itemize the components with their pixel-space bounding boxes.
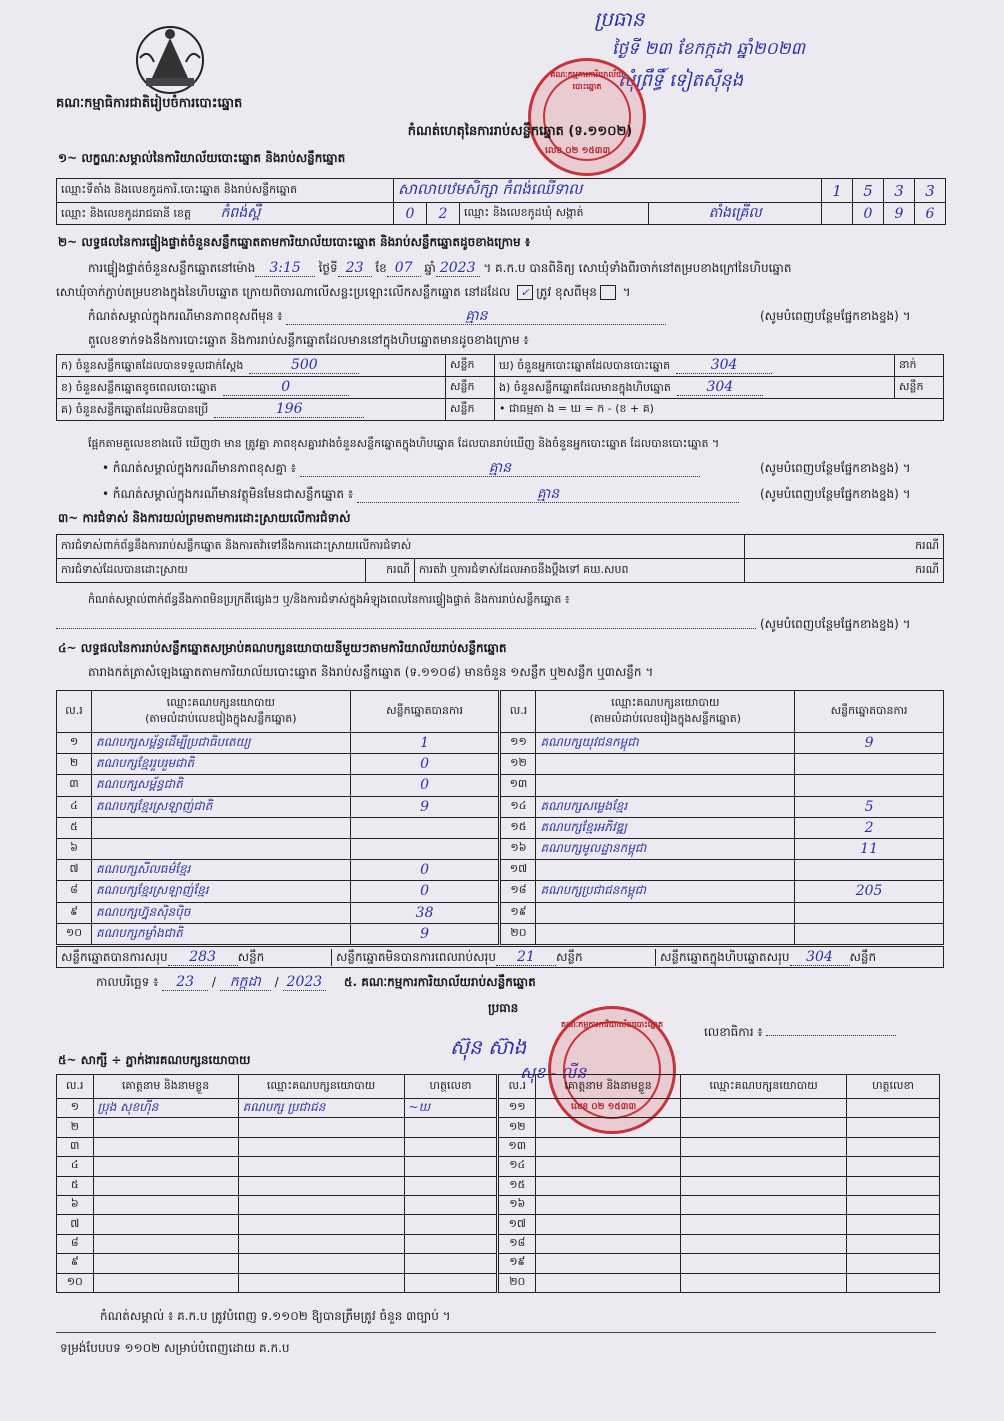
- col-party: ឈ្មោះគណបក្សនយោបាយ (តាមលំដាប់លេខរៀងក្នុងសន្លឹកឆ្នោត): [91, 691, 350, 733]
- row-c-unit: សន្លឹក: [446, 399, 495, 421]
- witness-table: [56, 1074, 940, 1293]
- invalid-total: 21: [496, 949, 556, 966]
- witness-no: ១: [57, 1099, 94, 1118]
- witness-party: [681, 1099, 847, 1118]
- witness-signature: [847, 1137, 940, 1156]
- objection-appeal-label: ការតវ៉ា ឬការជំទាស់ដែលអាចនឹងប្តឹងទៅ គឃ.សបព: [415, 559, 745, 583]
- party-no: ១២: [500, 754, 536, 775]
- party-name: គណបក្សយុវជនកម្ពុជា: [536, 733, 795, 754]
- witness-no: ១៣: [498, 1137, 536, 1156]
- province-code-digit: 0: [394, 203, 427, 225]
- party-votes: 38: [350, 902, 500, 923]
- party-no: ១៣: [500, 775, 536, 796]
- witness-row: [57, 1157, 940, 1176]
- row-c-value: 196: [214, 401, 364, 418]
- witness-name: [536, 1215, 681, 1234]
- handwritten-note-line2: ថ្ងៃទី ២៣ ខែកក្កដា ឆ្នាំ២០២៣: [612, 39, 806, 59]
- section3-note-line: [56, 628, 756, 629]
- section1-heading: ១~ លក្ខណៈសម្គាល់នៃការិយាល័យបោះឆ្នោត និងរាប់សន្លឹកឆ្នោត: [58, 151, 346, 165]
- witness-no: ១៤: [498, 1157, 536, 1176]
- witness-no: ១១: [498, 1099, 536, 1118]
- party-no: ២០: [500, 923, 536, 944]
- station-code-digit: 1: [822, 179, 853, 203]
- angkor-emblem-icon: [132, 18, 208, 98]
- party-votes: 0: [350, 754, 500, 775]
- witness-party: [238, 1157, 404, 1176]
- col-party: ឈ្មោះគណបក្សនយោបាយ: [238, 1075, 404, 1099]
- station-code-digit: 3: [915, 179, 946, 203]
- witness-name: [93, 1176, 238, 1195]
- station-info-table: [56, 178, 946, 225]
- document-title: កំណត់ហេតុនៃការរាប់សន្លឹកឆ្នោត (ទ.១១០២): [407, 124, 633, 139]
- party-votes: 11: [795, 838, 944, 859]
- witness-signature: [404, 1234, 498, 1253]
- witness-party: [681, 1273, 847, 1292]
- objection-resolved-label: ការជំទាស់ដែលបានដោះស្រាយ: [57, 559, 366, 583]
- col-votes: សន្លឹកឆ្នោតបានការ: [350, 691, 500, 733]
- province-code-digit: 2: [427, 203, 460, 225]
- party-name: គណបក្សប្រជាជនកម្ពុជា: [536, 881, 795, 902]
- witness-party: [238, 1118, 404, 1137]
- col-sign: ហត្ថលេខា: [404, 1075, 498, 1099]
- form-note: ទម្រង់បែបបទ ១១០២ សម្រាប់បំពេញដោយ គ.ក.ប: [60, 1341, 290, 1355]
- section4-intro: តារាងកត់ត្រាសំឡេងឆ្នោតតាមការិយាល័យបោះឆ្នោត និងរាប់សន្លឹកឆ្នោត (ទ.១១០៨) មានចំនួន ១សន្លឹក ឬ២សន្លឹក ឬ៣សន្លឹក ។: [88, 665, 654, 679]
- witness-no: ៧: [57, 1215, 94, 1234]
- party-name: គណបក្សខ្មែររួបរួមជាតិ: [91, 754, 350, 775]
- party-no: ១០: [57, 923, 92, 944]
- witness-name: [536, 1099, 681, 1118]
- objection-appeal-unit: ករណី: [745, 559, 944, 583]
- commune-code-digit: 0: [853, 203, 884, 225]
- note1: កំណត់សម្គាល់ក្នុងករណីមានភាពខុសពីមុន ៖ គ្មាន: [88, 308, 666, 325]
- witness-no: ២០: [498, 1273, 536, 1292]
- checkbox-different[interactable]: [600, 285, 616, 300]
- witness-name: [93, 1137, 238, 1156]
- verify-line2: សោឃុំចាក់ភ្ជាប់តម្របខាងក្នុងនៃហិបឆ្នោត ក្រោយពិចារណាលើសន្លះប្រឡោះលើកសន្លឹកឆ្នោត នៅដដែល ✓ ត្រូវ ខុសពីមុន ។: [56, 285, 631, 299]
- note1-fill-hint: (សូមបំពេញបន្ថែមផ្នែកខាងខ្នង) ។: [760, 309, 911, 323]
- section3-heading: ៣~ ការជំទាស់ និងការយល់ព្រមតាមការដោះស្រាយលើការជំទាស់: [58, 511, 351, 525]
- row-b-value: 0: [223, 379, 349, 396]
- party-no: ៤: [57, 796, 92, 817]
- witness-no: ១៥: [498, 1176, 536, 1195]
- party-name: គណបក្សខ្មែរស្រឡាញ់ជាតិ: [91, 796, 350, 817]
- witness-name: ប្រុង សុខហ៊ីន: [93, 1099, 238, 1118]
- witness-row: [57, 1137, 940, 1156]
- witness-row: [57, 1099, 940, 1118]
- bullet2-fill-hint: (សូមបំពេញបន្ថែមផ្នែកខាងខ្នង) ។: [760, 487, 911, 501]
- witness-party: [238, 1254, 404, 1273]
- row-d-label: ឃ) ចំនួនអ្នកបោះឆ្នោតដែលបានបោះឆ្នោត 304: [495, 355, 895, 377]
- commune-code-digit: 9: [884, 203, 915, 225]
- verify-month: 07: [387, 260, 421, 277]
- station-code-digit: 5: [853, 179, 884, 203]
- row-a-unit: សន្លឹក: [446, 355, 495, 377]
- witness-party: [681, 1195, 847, 1214]
- party-name: គណបក្សសម្ព័ន្ធដើម្បីប្រជាធិបតេយ្យ: [91, 733, 350, 754]
- commune-label: ឈ្មោះ និងលេខកូដឃុំ សង្កាត់: [460, 203, 649, 225]
- witness-row: [57, 1234, 940, 1253]
- witness-row: [57, 1195, 940, 1214]
- witness-signature: [847, 1215, 940, 1234]
- commune-code-digit: 6: [915, 203, 946, 225]
- witness-signature: [404, 1137, 498, 1156]
- party-row: [57, 923, 944, 944]
- party-no: ៥: [57, 817, 92, 838]
- province-value: កំពង់ស្ពឺ: [220, 205, 261, 221]
- witness-no: ២: [57, 1118, 94, 1137]
- party-row: [57, 881, 944, 902]
- commune-value: តាំងគ្រើល: [648, 203, 821, 225]
- objection-row1-unit: ករណី: [745, 535, 944, 559]
- row-e-label: ង) ចំនួនសន្លឹកឆ្នោតដែលមានក្នុងហិបឆ្នោត 304: [495, 377, 895, 399]
- party-name: គណបក្សសម្ព័ន្ធជាតិ: [91, 775, 350, 796]
- bullet2: • កំណត់សម្គាល់ក្នុងករណីមានវត្ថុមិនមែនជាសន្លឹកឆ្នោត ៖ គ្មាន: [102, 486, 739, 503]
- chair-signature: ស៊ុន ស៊ាង: [450, 1035, 527, 1059]
- chair-label: ប្រធាន: [488, 1001, 519, 1015]
- witness-name: [536, 1254, 681, 1273]
- col-party: ឈ្មោះគណបក្សនយោបាយ (តាមលំដាប់លេខរៀងក្នុងសន្លឹកឆ្នោត): [536, 691, 795, 733]
- witness-signature: [847, 1195, 940, 1214]
- date-month: កក្កដា: [220, 974, 271, 991]
- party-row: [57, 796, 944, 817]
- party-no: ៩: [57, 902, 92, 923]
- party-name: [536, 860, 795, 881]
- bullet2-value: គ្មាន: [357, 486, 739, 503]
- row-e-unit: សន្លឹក: [895, 377, 944, 399]
- witness-party: [681, 1215, 847, 1234]
- party-name: [91, 817, 350, 838]
- date-line: កាលបរិច្ឆេទ ៖ 23 / កក្កដា / 2023 ៥. គណៈកម្មការការិយាល័យរាប់សន្លឹកឆ្នោត: [96, 974, 536, 990]
- witness-name: [93, 1215, 238, 1234]
- witness-signature: [404, 1195, 498, 1214]
- date-day: 23: [162, 974, 208, 991]
- col-name: គោត្តនាម និងនាមខ្លួន: [93, 1075, 238, 1099]
- witness-signature: [847, 1273, 940, 1292]
- party-row: [57, 860, 944, 881]
- party-name: គណបក្សសីលធម៌ខ្មែរ: [91, 860, 350, 881]
- party-row: [57, 838, 944, 859]
- witness-row: [57, 1273, 940, 1292]
- party-votes: [350, 838, 500, 859]
- witness-party: [238, 1195, 404, 1214]
- witness-signature: [847, 1234, 940, 1253]
- witness-no: ១៨: [498, 1234, 536, 1253]
- witness-party: [238, 1176, 404, 1195]
- party-name: គណបក្សហ្វ៊ុនស៊ិនប៉ិច: [91, 902, 350, 923]
- party-votes: 1: [350, 733, 500, 754]
- party-votes: [350, 817, 500, 838]
- witness-name: [536, 1176, 681, 1195]
- party-votes: 2: [795, 817, 944, 838]
- station-value: សាលាបឋមសិក្សា កំពង់ឈើទាល: [394, 179, 822, 203]
- objection-resolved-unit: ករណី: [366, 559, 415, 583]
- result-intro: តួលេខទាក់ទងនឹងការបោះឆ្នោត និងការរាប់សន្លឹកឆ្នោតដែលមាននៅក្នុងហិបឆ្នោតមានដូចខាងក្រោម ៖: [88, 333, 529, 347]
- witness-party: [681, 1118, 847, 1137]
- verify-day: 23: [338, 260, 372, 277]
- witness-no: ១៦: [498, 1195, 536, 1214]
- col-no: ល.រ: [500, 691, 536, 733]
- mismatch-text: ផ្អែកតាមតួលេខខាងលើ ឃើញថា មាន ត្រូវគ្នា ភាពខុសគ្នារវាងចំនួនសន្លឹកឆ្នោតក្នុងហិបឆ្នោត ដែលបានរាប់ឃើញ និងចំនួនអ្នកបោះឆ្នោត ដែលបានបោះឆ្នោត ។: [88, 437, 720, 450]
- party-votes: 0: [350, 881, 500, 902]
- row-a-value: 500: [249, 357, 359, 374]
- witness-row: [57, 1176, 940, 1195]
- witness-name: [536, 1118, 681, 1137]
- chair-name: សុខ - លីន: [520, 1063, 587, 1082]
- official-stamp-bottom: គណៈកម្មការការិយាល័យបោះឆ្នោត លេខ ០២ ១៥៣៣: [548, 1006, 676, 1134]
- row-e-value: 304: [677, 379, 763, 396]
- witness-signature: [847, 1176, 940, 1195]
- party-name: គណបក្សមូលដ្ឋានកម្ពុជា: [536, 838, 795, 859]
- witness-party: [681, 1157, 847, 1176]
- party-results-table: [56, 690, 944, 945]
- witness-signature: [847, 1099, 940, 1118]
- party-votes: 205: [795, 881, 944, 902]
- witness-no: ៥: [57, 1176, 94, 1195]
- party-name: [91, 838, 350, 859]
- row-d-unit: នាក់: [895, 355, 944, 377]
- totals-row: សន្លឹកឆ្នោតបានការសរុប 283 សន្លឹក សន្លឹកឆ្នោតមិនបានការពេលរាប់សរុប 21 សន្លឹក សន្លឹកឆ្នោតក្នុងហិបឆ្នោតសរុប 304 សន្លឹក: [56, 946, 944, 968]
- party-votes: [795, 923, 944, 944]
- party-no: ៦: [57, 838, 92, 859]
- row-a-label: ក) ចំនួនសន្លឹកឆ្នោតដែលបានទទួលជាក់ស្តែង 500: [57, 355, 446, 377]
- witness-party: គណបក្ស ប្រជាជន: [238, 1099, 404, 1118]
- col-name: គោត្តនាម និងនាមខ្លួន: [536, 1075, 681, 1099]
- party-name: [536, 923, 795, 944]
- row-d-value: 304: [676, 357, 772, 374]
- party-votes: 0: [350, 860, 500, 881]
- witness-name: [93, 1273, 238, 1292]
- party-no: ៨: [57, 881, 92, 902]
- valid-total: 283: [168, 949, 238, 966]
- objection-table: [56, 534, 944, 583]
- witness-signature: [404, 1254, 498, 1273]
- party-votes: [795, 902, 944, 923]
- party-no: ២: [57, 754, 92, 775]
- witness-no: ១២: [498, 1118, 536, 1137]
- witness-name: [536, 1273, 681, 1292]
- witness-party: [681, 1176, 847, 1195]
- party-no: ១: [57, 733, 92, 754]
- col-sign: ហត្ថលេខា: [847, 1075, 940, 1099]
- witness-no: ៣: [57, 1137, 94, 1156]
- witness-name: [93, 1118, 238, 1137]
- row-c-label: គ) ចំនួនសន្លឹកឆ្នោតដែលមិនបានប្រើ 196: [57, 399, 446, 421]
- party-votes: 9: [350, 923, 500, 944]
- footer-note: កំណត់សម្គាល់ ៖ គ.ក.ប ត្រូវបំពេញ ទ.១១០២ ឱ្យបានត្រឹមត្រូវ ចំនួន ៣ច្បាប់ ។: [100, 1309, 451, 1323]
- formula: • ជាធម្មតា ង = ឃ = ក - (ខ + គ): [495, 399, 944, 421]
- date-year: 2023: [283, 974, 327, 991]
- party-no: ៣: [57, 775, 92, 796]
- section5-heading: ៥~ សាក្សី ÷ ភ្នាក់ងារគណបក្សនយោបាយ: [58, 1053, 251, 1067]
- witness-signature: [847, 1254, 940, 1273]
- witness-signature: [847, 1118, 940, 1137]
- row-b-label: ខ) ចំនួនសន្លឹកឆ្នោតខូចពេលបោះឆ្នោត 0: [57, 377, 446, 399]
- section2-heading: ២~ លទ្ធផលនៃការផ្ទៀងផ្ទាត់ចំនួនសន្លឹកឆ្នោតតាមការិយាល័យបោះឆ្នោត និងរាប់សន្លឹកឆ្នោតដូចខាងក្រោម ៖: [58, 235, 531, 249]
- witness-name: [93, 1254, 238, 1273]
- witness-name: [536, 1137, 681, 1156]
- witness-no: ៤: [57, 1157, 94, 1176]
- witness-no: ១៧: [498, 1215, 536, 1234]
- verify-line1: ការផ្ទៀងផ្ទាត់ចំនួនសន្លឹកឆ្នោតនៅម៉ោង 3:15 ថ្ងៃទី 23 ខែ 07 ឆ្នាំ 2023 ។ គ.ក.ប បានពិនិត្យ សោឃុំទាំងពីរចាក់នៅតម្របខាងក្រៅនៃហិបឆ្នោត: [88, 260, 792, 276]
- witness-name: [93, 1157, 238, 1176]
- witness-no: ៨: [57, 1234, 94, 1253]
- station-label: ឈ្មោះទីតាំង និងលេខកូដការិ.បោះឆ្នោត និងរាប់សន្លឹកឆ្នោត: [57, 179, 394, 203]
- bullet1: • កំណត់សម្គាល់ក្នុងករណីមានភាពខុសគ្នា ៖ គ្មាន: [102, 460, 700, 477]
- party-row: [57, 775, 944, 796]
- party-row: [57, 817, 944, 838]
- party-row: [57, 902, 944, 923]
- section3-fill-hint: (សូមបំពេញបន្ថែមផ្នែកខាងខ្នង) ។: [760, 617, 911, 631]
- col-party: ឈ្មោះគណបក្សនយោបាយ: [681, 1075, 847, 1099]
- witness-signature: [847, 1157, 940, 1176]
- party-no: ១៤: [500, 796, 536, 817]
- witness-party: [681, 1234, 847, 1253]
- row-b-unit: សន្លឹក: [446, 377, 495, 399]
- party-row: [57, 754, 944, 775]
- verify-time: 3:15: [255, 260, 314, 277]
- party-name: [536, 754, 795, 775]
- bullet1-value: គ្មាន: [300, 460, 700, 477]
- party-name: [536, 902, 795, 923]
- party-no: ១៨: [500, 881, 536, 902]
- witness-name: [536, 1234, 681, 1253]
- party-no: ១១: [500, 733, 536, 754]
- witness-signature: [404, 1273, 498, 1292]
- note1-value: គ្មាន: [286, 308, 666, 325]
- witness-signature: [404, 1118, 498, 1137]
- col-votes: សន្លឹកឆ្នោតបានការ: [795, 691, 944, 733]
- party-no: ១៩: [500, 902, 536, 923]
- party-votes: [795, 754, 944, 775]
- party-no: ៧: [57, 860, 92, 881]
- party-row: [57, 733, 944, 754]
- official-stamp-top: គណៈកម្មការការិយាល័យបោះឆ្នោត លេខ ០២ ១៥៣៣: [528, 58, 646, 176]
- witness-no: ៦: [57, 1195, 94, 1214]
- party-name: គណបក្សកម្លាំងជាតិ: [91, 923, 350, 944]
- party-votes: 0: [350, 775, 500, 796]
- witness-party: [238, 1273, 404, 1292]
- witness-row: [57, 1215, 940, 1234]
- party-votes: 5: [795, 796, 944, 817]
- witness-no: ៩: [57, 1254, 94, 1273]
- party-name: គណបក្សសម្លេងខ្មែរ: [536, 796, 795, 817]
- party-votes: [795, 860, 944, 881]
- col-no: ល.រ: [57, 691, 92, 733]
- witness-party: [238, 1215, 404, 1234]
- witness-row: [57, 1118, 940, 1137]
- party-no: ១៧: [500, 860, 536, 881]
- province-label: ឈ្មោះ និងលេខកូដរាជធានី ខេត្ត កំពង់ស្ពឺ: [57, 203, 394, 225]
- col-no: ល.រ: [498, 1075, 536, 1099]
- witness-signature: [404, 1215, 498, 1234]
- handwritten-note-line3: សុំព្រឹទ្ធិ៍ ទៀតសុីនុង: [618, 70, 743, 91]
- verify-year: 2023: [436, 260, 480, 277]
- secretary-label: លេខាធិការ ៖: [704, 1024, 896, 1040]
- org-name: គណៈកម្មាធិការជាតិរៀបចំការបោះឆ្នោត: [56, 96, 243, 111]
- station-code-digit: 3: [884, 179, 915, 203]
- witness-name: [93, 1195, 238, 1214]
- witness-signature: [404, 1157, 498, 1176]
- party-votes: 9: [795, 733, 944, 754]
- section4-heading: ៤~ លទ្ធផលនៃការរាប់សន្លឹកឆ្នោតសម្រាប់គណបក្សនយោបាយនីមួយៗតាមការិយាល័យរាប់សន្លឹកឆ្នោត: [58, 641, 507, 655]
- officer-label: ៥. គណៈកម្មការការិយាល័យរាប់សន្លឹកឆ្នោត: [344, 975, 536, 989]
- checkbox-same[interactable]: ✓: [517, 285, 533, 300]
- objection-row1-label: ការជំទាស់ពាក់ព័ន្ធនឹងការរាប់សន្លឹកឆ្នោត និងការតវ៉ាទៅនឹងការដោះស្រាយលើការជំទាស់: [57, 535, 745, 559]
- party-name: គណបក្សខ្មែរស្រឡាញ់ខ្មែរ: [91, 881, 350, 902]
- witness-party: [238, 1137, 404, 1156]
- witness-party: [238, 1234, 404, 1253]
- witness-no: ១០: [57, 1273, 94, 1292]
- witness-party: [681, 1254, 847, 1273]
- witness-party: [681, 1137, 847, 1156]
- section3-note: កំណត់សម្គាល់ពាក់ព័ន្ធនឹងភាពមិនប្រក្រតីផ្សេងៗ ឬ/និងការជំទាស់ក្នុងអំឡុងពេលនៃការផ្ទៀងផ្ទាត់ និងការរាប់សន្លឹកឆ្នោត ៖: [88, 593, 570, 606]
- party-name: គណបក្សខ្មែរអភិវឌ្ឍ: [536, 817, 795, 838]
- col-no: ល.រ: [57, 1075, 94, 1099]
- witness-signature: ~ឃ: [404, 1099, 498, 1118]
- witness-name: [93, 1234, 238, 1253]
- witness-row: [57, 1254, 940, 1273]
- party-no: ១៦: [500, 838, 536, 859]
- party-no: ១៥: [500, 817, 536, 838]
- party-votes: 9: [350, 796, 500, 817]
- witness-signature: [404, 1176, 498, 1195]
- ballot-count-table: [56, 354, 944, 421]
- party-name: [536, 775, 795, 796]
- party-votes: [795, 775, 944, 796]
- bullet1-fill-hint: (សូមបំពេញបន្ថែមផ្នែកខាងខ្នង) ។: [760, 461, 911, 475]
- box-total: 304: [790, 949, 850, 966]
- witness-name: [536, 1157, 681, 1176]
- footer-divider: [56, 1332, 936, 1333]
- witness-name: [536, 1195, 681, 1214]
- witness-no: ១៩: [498, 1254, 536, 1273]
- handwritten-note-line1: ប្រធាន: [594, 7, 645, 31]
